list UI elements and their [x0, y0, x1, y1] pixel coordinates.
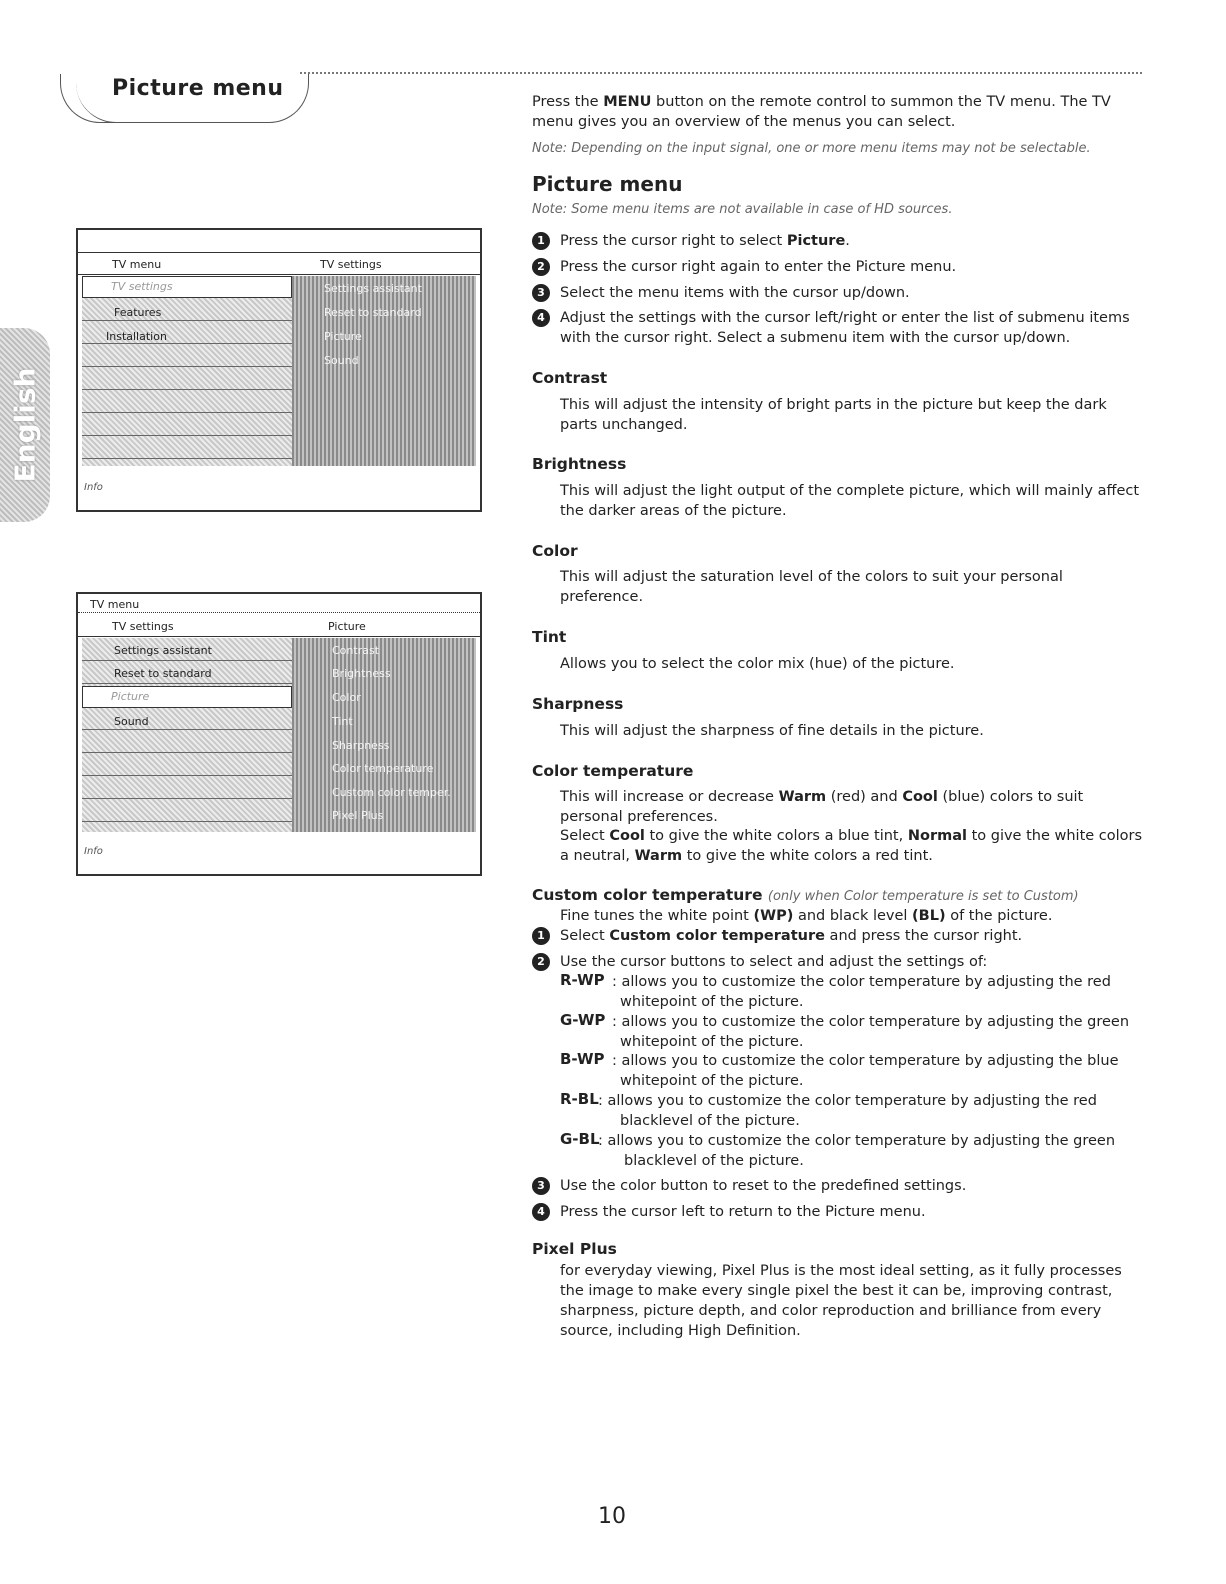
- def-label-r-wp: R-WP: [560, 971, 605, 989]
- custom-step-number-4: 4: [532, 1203, 550, 1221]
- step-2-text: Press the cursor right again to enter the Picture menu.: [560, 259, 957, 275]
- tv-submenu-item: Color temperature: [332, 762, 434, 775]
- step-number-2: 2: [532, 258, 550, 276]
- tv-menu-screenshot-2: [76, 592, 482, 876]
- color-text: This will adjust the saturation level of the colors to suit your personal preference.: [560, 569, 1063, 605]
- tv-submenu-item: Tint: [332, 715, 353, 728]
- def-text-g-wp: : allows you to customize the color temperature by adjusting the green: [612, 1014, 1130, 1030]
- tv-menu-item: Reset to standard: [114, 667, 212, 680]
- tv-menu-divider: [78, 636, 480, 637]
- def-label-g-wp: G-WP: [560, 1011, 606, 1029]
- tint-text: Allows you to select the color mix (hue) of the picture.: [560, 656, 955, 672]
- sharpness-text: This will adjust the sharpness of fine details in the picture.: [560, 723, 984, 739]
- contrast-text: This will adjust the intensity of bright parts in the picture but keep the dark parts unchanged.: [560, 397, 1107, 433]
- tv-submenu-item: Pixel Plus: [332, 809, 384, 822]
- section-title-tint: Tint: [532, 628, 567, 646]
- tv-info-label: Info: [84, 846, 103, 857]
- tv-menu-divider: [78, 612, 480, 613]
- section-title-contrast: Contrast: [532, 369, 608, 387]
- def-text-r-wp: : allows you to customize the color temperature by adjusting the red: [612, 974, 1111, 990]
- brightness-text: This will adjust the light output of the complete picture, which will mainly affect the darker areas of the picture.: [560, 483, 1140, 519]
- step-3-text: Select the menu items with the cursor up/down.: [560, 285, 910, 301]
- tv-submenu-item: Picture: [324, 330, 362, 343]
- step-4-text: Adjust the settings with the cursor left/right or enter the list of submenu items with the cursor right. Select a submenu item with the cursor up/down.: [560, 310, 1130, 346]
- custom-step-3-text: Use the color button to reset to the predefined settings.: [560, 1178, 967, 1194]
- tv-menu-screenshot-1: [76, 228, 482, 512]
- pixel-plus-text: for everyday viewing, Pixel Plus is the most ideal setting, as it fully processes the image to make every single pixel the best it can be, improving contrast, sharpness, picture depth, and color reproduction and brilliance from every source, including High Definition.: [560, 1263, 1122, 1339]
- tv-selected-item: Picture: [82, 686, 292, 708]
- tv-left-panel: [82, 276, 292, 466]
- color-temperature-text-1: This will increase or decrease Warm (red) and Cool (blue) colors to suit personal preferences.: [560, 789, 1084, 825]
- tv-menu-item: Sound: [114, 715, 149, 728]
- custom-step-4-text: Press the cursor left to return to the Picture menu.: [560, 1204, 926, 1220]
- step-number-4: 4: [532, 309, 550, 327]
- def-text-b-wp: : allows you to customize the color temperature by adjusting the blue: [612, 1053, 1119, 1069]
- tv-submenu-item: Settings assistant: [324, 282, 422, 295]
- tv-menu-item-features: Features: [114, 306, 162, 319]
- picture-menu-note: Note: Some menu items are not available in case of HD sources.: [532, 202, 953, 217]
- intro-paragraph: Press the MENU button on the remote control to summon the TV menu. The TV menu gives you an overview of the menus you can select.: [532, 94, 1111, 130]
- tv-selected-item: TV settings: [82, 276, 292, 298]
- step-number-3: 3: [532, 284, 550, 302]
- section-title-brightness: Brightness: [532, 455, 627, 473]
- intro-note: Note: Depending on the input signal, one or more menu items may not be selectable.: [532, 141, 1091, 156]
- tv-submenu-item: Reset to standard: [324, 306, 422, 319]
- section-title-pixel-plus: Pixel Plus: [532, 1240, 617, 1258]
- tv-col-left-title: TV menu: [112, 258, 162, 271]
- tv-top-title: TV menu: [90, 598, 140, 611]
- tv-submenu-item: Sound: [324, 354, 359, 367]
- tv-menu-item-installation: Installation: [106, 330, 167, 343]
- page-number: 10: [598, 1504, 626, 1529]
- def-text-r-bl-2: blacklevel of the picture.: [620, 1113, 800, 1129]
- custom-step-2-text: Use the cursor buttons to select and adjust the settings of:: [560, 954, 988, 970]
- def-label-r-bl: R-BL: [560, 1090, 599, 1108]
- tv-col-right-title: Picture: [328, 620, 366, 633]
- def-text-r-wp-2: whitepoint of the picture.: [620, 994, 804, 1010]
- def-text-g-wp-2: whitepoint of the picture.: [620, 1034, 804, 1050]
- page-title: Picture menu: [112, 76, 284, 101]
- section-title-color: Color: [532, 542, 578, 560]
- def-text-g-bl-2: blacklevel of the picture.: [624, 1153, 804, 1169]
- def-text-g-bl: : allows you to customize the color temperature by adjusting the green: [598, 1133, 1116, 1149]
- tv-menu-divider: [78, 274, 480, 275]
- section-title-custom-color-temperature: Custom color temperature (only when Color temperature is set to Custom): [532, 886, 1079, 904]
- step-1-text: Press the cursor right to select Picture.: [560, 233, 850, 249]
- tv-menu-divider: [78, 252, 480, 253]
- tv-submenu-item: Custom color temper.: [332, 786, 451, 799]
- def-label-g-bl: G-BL: [560, 1130, 600, 1148]
- tv-col-left-title: TV settings: [112, 620, 174, 633]
- tv-info-label: Info: [84, 482, 103, 493]
- language-tab-label: English: [8, 367, 42, 483]
- header-rule: [300, 72, 1142, 74]
- section-title-sharpness: Sharpness: [532, 695, 624, 713]
- tv-col-right-title: TV settings: [320, 258, 382, 271]
- custom-step-number-3: 3: [532, 1177, 550, 1195]
- tv-submenu-item: Contrast: [332, 644, 380, 657]
- def-label-b-wp: B-WP: [560, 1050, 605, 1068]
- custom-step-number-2: 2: [532, 953, 550, 971]
- color-temperature-text-2: Select Cool to give the white colors a blue tint, Normal to give the white colors a neutral, Warm to give the white colors a red tint.: [560, 828, 1143, 864]
- custom-fine-tune-text: Fine tunes the white point (WP) and black level (BL) of the picture.: [560, 908, 1053, 924]
- def-text-b-wp-2: whitepoint of the picture.: [620, 1073, 804, 1089]
- tv-submenu-item: Brightness: [332, 667, 391, 680]
- tv-submenu-item: Sharpness: [332, 739, 390, 752]
- section-title-color-temperature: Color temperature: [532, 762, 694, 780]
- step-number-1: 1: [532, 232, 550, 250]
- tv-submenu-item: Color: [332, 691, 361, 704]
- section-title-picture-menu: Picture menu: [532, 172, 683, 196]
- tv-menu-item: Settings assistant: [114, 644, 212, 657]
- custom-step-number-1: 1: [532, 927, 550, 945]
- custom-step-1-text: Select Custom color temperature and press the cursor right.: [560, 928, 1023, 944]
- tv-right-panel: [292, 276, 476, 466]
- def-text-r-bl: : allows you to customize the color temperature by adjusting the red: [598, 1093, 1097, 1109]
